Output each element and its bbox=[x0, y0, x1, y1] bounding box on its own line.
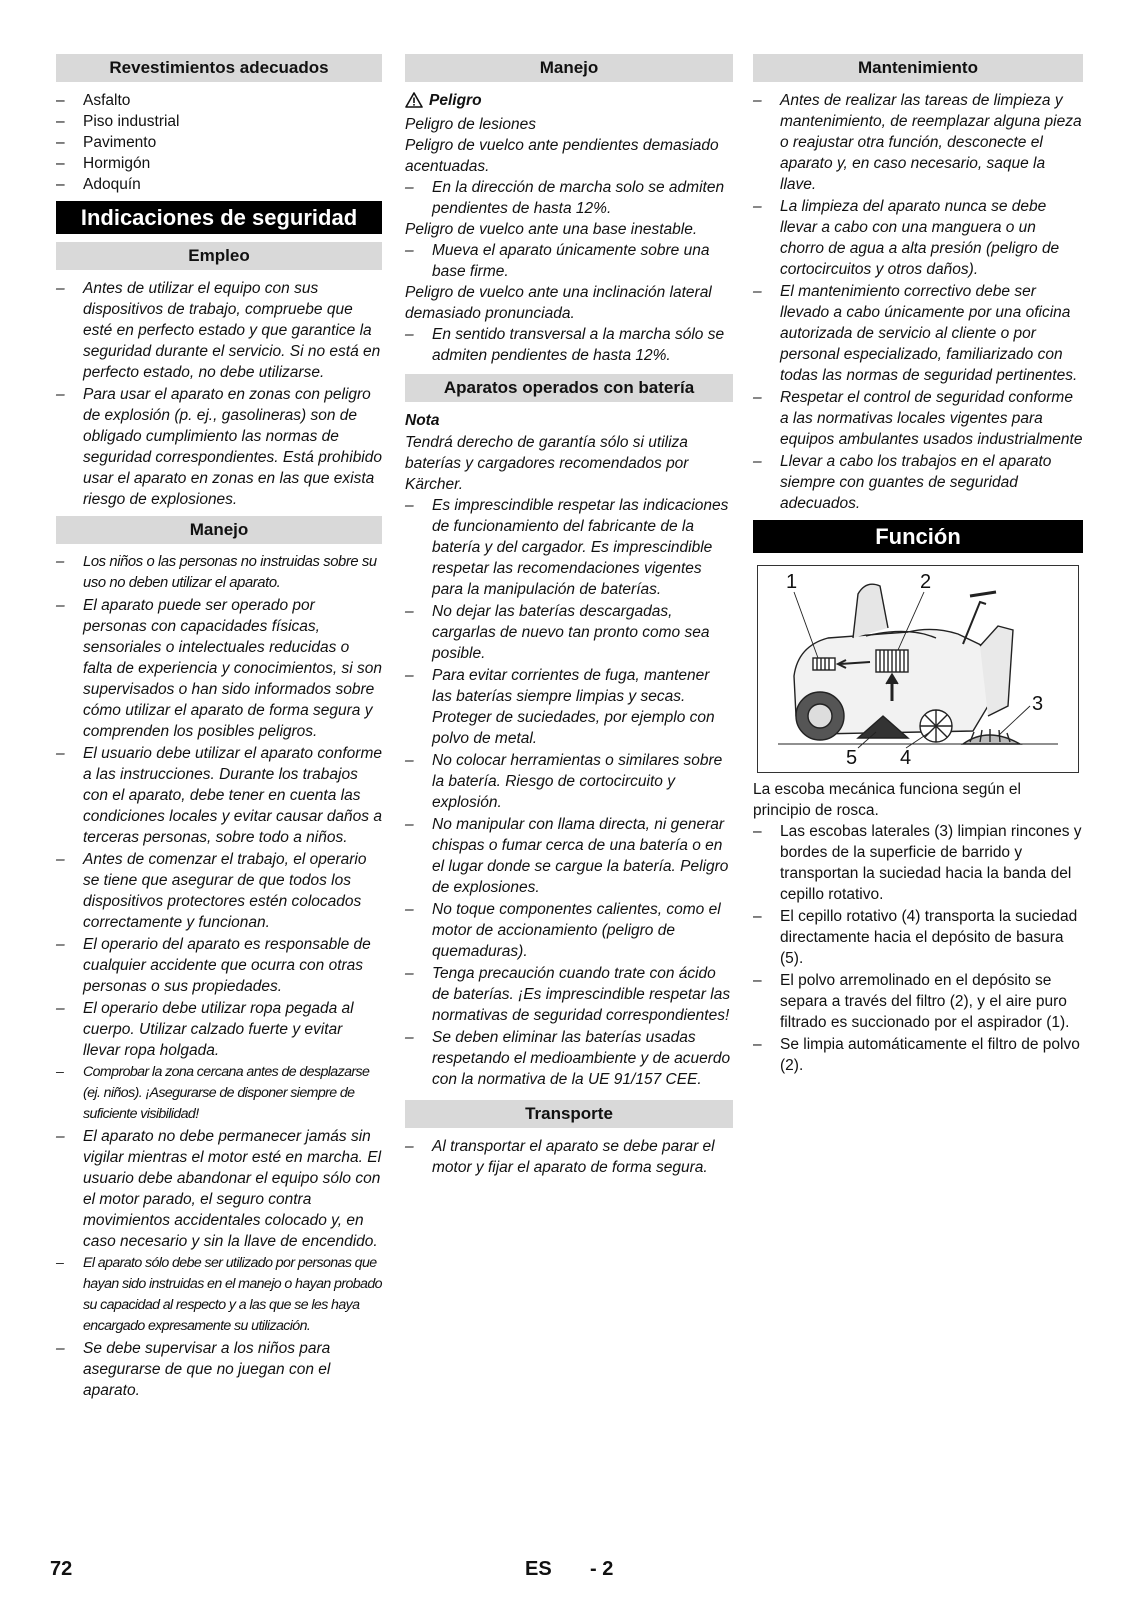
list-item: – Para evitar corrientes de fuga, mantener las baterías siempre limpias y secas. Proteger de suciedades, por ejemplo con polvo de metal. bbox=[405, 665, 733, 749]
figure-label-4: 4 bbox=[900, 747, 912, 769]
heading-funcion: Función bbox=[753, 520, 1083, 553]
danger-notice bbox=[405, 90, 733, 112]
mantenimiento-list bbox=[753, 90, 1083, 514]
list-item: – El usuario debe utilizar el aparato conforme a las instrucciones. Durante los trabajos con el aparato, debe tener en cuenta las condiciones locales y evitar causar daños a terceras personas, sobre todo a niños. bbox=[56, 743, 382, 848]
list-item: – Antes de comenzar el trabajo, el operario se tiene que asegurar de que todos los dispositivos protectores estén colocados correctamente y funcionan. bbox=[56, 849, 382, 933]
column-right bbox=[753, 54, 1083, 1077]
sweeper-diagram bbox=[757, 565, 1079, 773]
list-item: – No manipular con llama directa, ni generar chispas o fumar cerca de una batería o en el lugar donde se cargue la batería. Peligro de explosiones. bbox=[405, 814, 733, 898]
section-title-bateria: Aparatos operados con batería bbox=[405, 374, 733, 402]
danger-text: Peligro de vuelco ante una inclinación lateral demasiado pronunciada. bbox=[405, 284, 712, 322]
list-item: – Las escobas laterales (3) limpian rincones y bordes de la superficie de barrido y transportan la suciedad hacia la banda del cepillo rotativo. bbox=[753, 821, 1083, 905]
danger-text: Peligro de lesiones bbox=[405, 116, 536, 133]
list-item: – El aparato sólo debe ser utilizado por personas que hayan sido instruidas en el manejo o hayan probado su capacidad al respecto y a las que se les haya encargado expresamente su utilización. bbox=[56, 1253, 382, 1337]
note-text: Tendrá derecho de garantía sólo si utiliza baterías y cargadores recomendados por Kärcher. bbox=[405, 434, 689, 493]
sweeper-illustration bbox=[758, 566, 1078, 772]
column-left bbox=[56, 54, 382, 1402]
list-item: – El aparato no debe permanecer jamás sin vigilar mientras el motor esté en marcha. El usuario debe abandonar el equipo sólo con el motor parado, el seguro contra movimientos accidentales colocado y, en caso necesario y sin la llave de encendido. bbox=[56, 1126, 382, 1252]
page-number: 72 bbox=[50, 1558, 73, 1580]
figure-label-3: 3 bbox=[1032, 693, 1044, 715]
danger-text: Peligro de vuelco ante una base inestable. bbox=[405, 221, 698, 238]
empleo-list bbox=[56, 278, 382, 510]
list-item: – Se debe supervisar a los niños para asegurarse de que no juegan con el aparato. bbox=[56, 1338, 382, 1401]
list-item: – Se limpia automáticamente el filtro de polvo (2). bbox=[753, 1034, 1083, 1076]
list-item: – Antes de utilizar el equipo con sus dispositivos de trabajo, compruebe que esté en perfecto estado y que garantice la seguridad durante el servicio. Si no está en perfecto estado, no debe utilizarse. bbox=[56, 278, 382, 383]
funcion-list bbox=[753, 821, 1083, 1076]
list-item: – Mueva el aparato únicamente sobre una base firme. bbox=[405, 240, 733, 282]
list-item: – Pavimento bbox=[56, 132, 382, 153]
list-item: – Es imprescindible respetar las indicaciones de funcionamiento del fabricante de la batería y del cargador. Es imprescindible respetar las recomendaciones vigentes para la manipulación de baterías. bbox=[405, 495, 733, 600]
note-label: Nota bbox=[405, 412, 440, 429]
list-item: – Piso industrial bbox=[56, 111, 382, 132]
list-item: – No colocar herramientas o similares sobre la batería. Riesgo de cortocircuito y explosión. bbox=[405, 750, 733, 813]
section-title-revestimientos: Revestimientos adecuados bbox=[56, 54, 382, 82]
list-item: – Los niños o las personas no instruidas sobre su uso no deben utilizar el aparato. bbox=[56, 552, 382, 594]
column-middle bbox=[405, 54, 733, 1178]
list-item: – Asfalto bbox=[56, 90, 382, 111]
list-item: – Llevar a cabo los trabajos en el aparato siempre con guantes de seguridad adecuados. bbox=[753, 451, 1083, 514]
funcion-intro: La escoba mecánica funciona según el principio de rosca. bbox=[753, 781, 1021, 819]
list-item: – Para usar el aparato en zonas con peligro de explosión (p. ej., gasolineras) son de obligado cumplimiento las normas de seguridad correspondientes. Está prohibido usar el aparato en zonas en las que exista riesgo de explosiones. bbox=[56, 384, 382, 510]
list-item: – Se deben eliminar las baterías usadas respetando el medioambiente y de acuerdo con la normativa de la UE 91/157 CEE. bbox=[405, 1027, 733, 1090]
page-suffix: - 2 bbox=[590, 1558, 614, 1580]
list-item: – Respetar el control de seguridad conforme a las normativas locales vigentes para equipos ambulantes usados industrialmente bbox=[753, 387, 1083, 450]
section-title-mantenimiento: Mantenimiento bbox=[753, 54, 1083, 82]
list-item: – Al transportar el aparato se debe parar el motor y fijar el aparato de forma segura. bbox=[405, 1136, 733, 1178]
list-item: – Tenga precaución cuando trate con ácido de baterías. ¡Es imprescindible respetar las normativas de seguridad correspondientes! bbox=[405, 963, 733, 1026]
list-item: – El polvo arremolinado en el depósito se separa a través del filtro (2), y el aire puro filtrado es succionado por el aspirador (1). bbox=[753, 970, 1083, 1033]
list-item: – No dejar las baterías descargadas, cargarlas de nuevo tan pronto como sea posible. bbox=[405, 601, 733, 664]
heading-indicaciones-seguridad: Indicaciones de seguridad bbox=[56, 201, 382, 234]
list-item: – El operario debe utilizar ropa pegada al cuerpo. Utilizar calzado fuerte y evitar llevar ropa holgada. bbox=[56, 998, 382, 1061]
list-item: – El mantenimiento correctivo debe ser llevado a cabo únicamente por una oficina autorizada de servicio al cliente o por personal especializado, familiarizado con todas las normas de seguridad pertinentes. bbox=[753, 281, 1083, 386]
section-title-manejo: Manejo bbox=[56, 516, 382, 544]
warning-icon bbox=[405, 92, 423, 108]
list-item: – Hormigón bbox=[56, 153, 382, 174]
danger-text: Peligro de vuelco ante pendientes demasiado acentuadas. bbox=[405, 137, 719, 175]
section-title-transporte: Transporte bbox=[405, 1100, 733, 1128]
figure-label-2: 2 bbox=[920, 571, 932, 593]
bateria-list bbox=[405, 495, 733, 1090]
list-item: – El cepillo rotativo (4) transporta la suciedad directamente hacia el depósito de basura (5). bbox=[753, 906, 1083, 969]
list-item: – En la dirección de marcha solo se admiten pendientes de hasta 12%. bbox=[405, 177, 733, 219]
list-item: – Adoquín bbox=[56, 174, 382, 195]
list-item: – No toque componentes calientes, como el motor de accionamiento (peligro de quemaduras). bbox=[405, 899, 733, 962]
section-title-manejo-peligro: Manejo bbox=[405, 54, 733, 82]
danger-label: Peligro bbox=[429, 92, 482, 109]
list-item: – La limpieza del aparato nunca se debe llevar a cabo con una manguera o un chorro de agua a alta presión (peligro de cortocircuitos y otros daños). bbox=[753, 196, 1083, 280]
revestimientos-list bbox=[56, 90, 382, 195]
figure-label-5: 5 bbox=[846, 747, 858, 769]
list-item: – El aparato puede ser operado por personas con capacidades físicas, sensoriales o intelectuales reducidas o falta de experiencia y conocimientos, si son supervisados o han sido informados sobre cómo utilizar el aparato de forma segura y comprenden los posibles peligros. bbox=[56, 595, 382, 742]
transporte-list bbox=[405, 1136, 733, 1178]
section-title-empleo: Empleo bbox=[56, 242, 382, 270]
figure-label-1: 1 bbox=[786, 571, 798, 593]
list-item: – El operario del aparato es responsable de cualquier accidente que ocurra con otras personas o sus propiedades. bbox=[56, 934, 382, 997]
list-item: – En sentido transversal a la marcha sólo se admiten pendientes de hasta 12%. bbox=[405, 324, 733, 366]
list-item: – Comprobar la zona cercana antes de desplazarse (ej. niños). ¡Asegurarse de disponer siempre de suficiente visibilidad! bbox=[56, 1062, 382, 1125]
manejo-list bbox=[56, 552, 382, 1401]
list-item: – Antes de realizar las tareas de limpieza y mantenimiento, de reemplazar alguna pieza o reajustar otra función, desconecte el aparato y, en caso necesario, saque la llave. bbox=[753, 90, 1083, 195]
language-code: ES bbox=[525, 1558, 552, 1580]
